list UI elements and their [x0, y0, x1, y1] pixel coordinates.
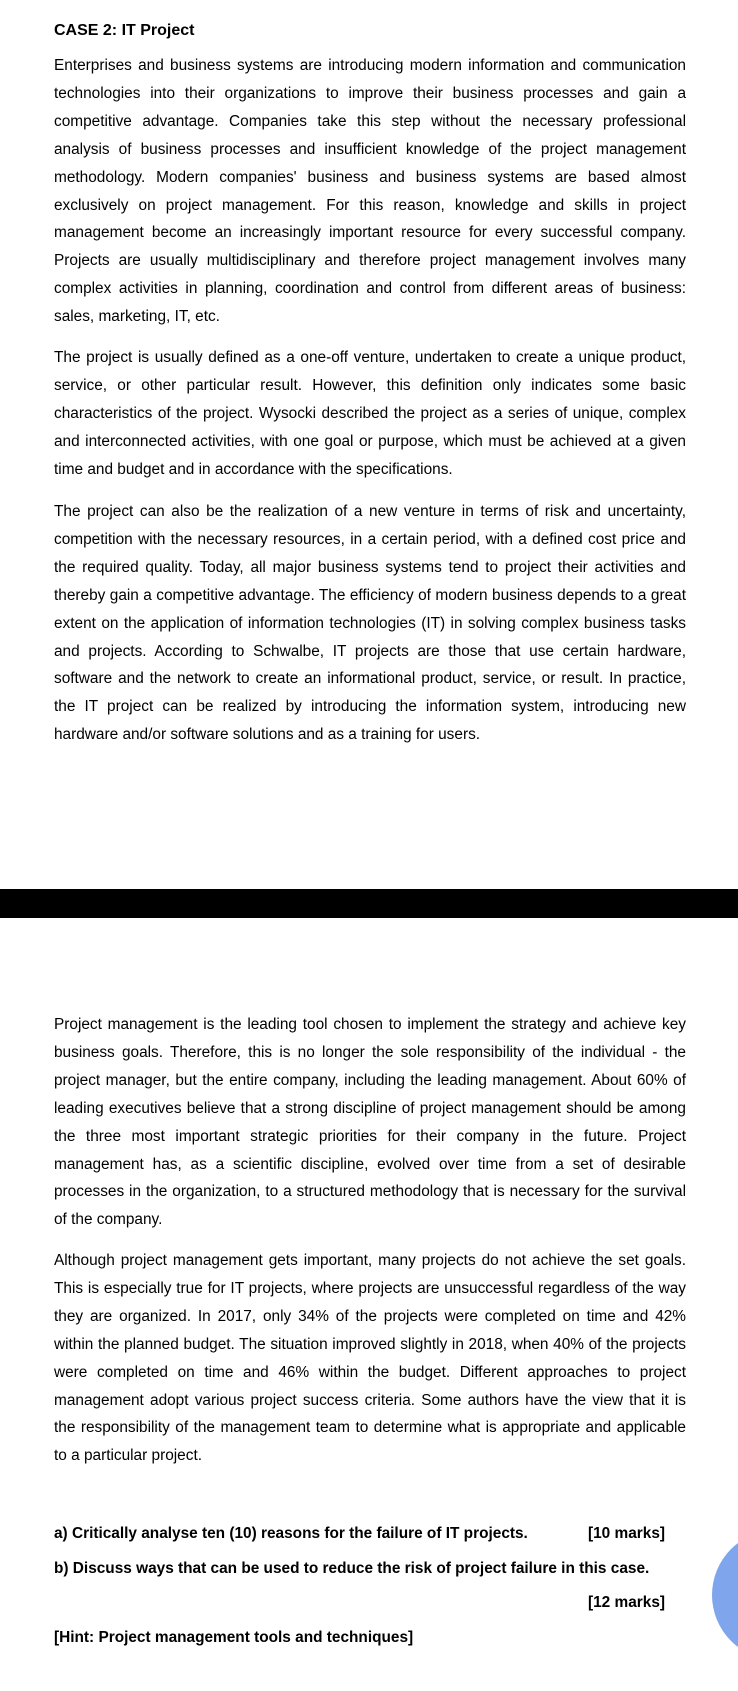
redaction-bar: [0, 889, 738, 918]
paragraph-5: Although project management gets important, many projects do not achieve the set goals. This is especially true for IT projects, where projects are unsuccessful regardless of the way they are organized. In 2017, only 34% of the projects were completed on time and 42% within the planned budget. The situation improved slightly in 2018, when 40% of the projects were completed on time and 46% within the budget. Different approaches to project management adopt various project success criteria. Some authors have the view that it is the responsibility of the management team to determine what is appropriate and applicable to a particular project.: [54, 1252, 686, 1465]
question-b: b) Discuss ways that can be used to reduce the risk of project failure in this case.: [54, 1560, 650, 1577]
question-a-marks: [10 marks]: [588, 1525, 665, 1542]
hint-text: [Hint: Project management tools and techniques]: [54, 1629, 414, 1646]
paragraph-1: Enterprises and business systems are introducing modern information and communication technologies into their organizations to improve their business processes and gain a competitive advantage. Companies take this step without the necessary professional analysis of business processes and insufficient knowledge of the project management methodology. Modern companies' business and business systems are based almost exclusively on project management. For this reason, knowledge and skills in project management become an increasingly important resource for every successful company. Projects are usually multidisciplinary and therefore project management involves many complex activities in planning, coordination and control from different areas of business: sales, marketing, IT, etc.: [54, 57, 686, 326]
floating-assistive-button[interactable]: [712, 1530, 738, 1660]
question-a: a) Critically analyse ten (10) reasons for the failure of IT projects.: [54, 1525, 528, 1542]
question-b-marks: [12 marks]: [588, 1594, 665, 1611]
paragraph-3: The project can also be the realization of a new venture in terms of risk and uncertainty, competition with the necessary resources, in a certain period, with a defined cost price and the required quality. Today, all major business systems tend to project their activities and thereby gain a competitive advantage. The efficiency of modern business depends to a great extent on the application of information technologies (IT) in solving complex business tasks and projects. According to Schwalbe, IT projects are those that use certain hardware, software and the network to create an informational product, service, or result. In practice, the IT project can be realized by introducing the information system, introducing new hardware and/or software solutions and as a training for users.: [54, 503, 686, 744]
paragraph-4: Project management is the leading tool chosen to implement the strategy and achieve key business goals. Therefore, this is no longer the sole responsibility of the individual - the project manager, but the entire company, including the leading management. About 60% of leading executives believe that a strong discipline of project management should be among the three most important strategic priorities for their company in the future. Project management has, as a scientific discipline, evolved over time from a set of desirable processes in the organization, to a structured methodology that is necessary for the survival of the company.: [54, 1016, 686, 1229]
case-title: CASE 2: IT Project: [54, 22, 195, 39]
paragraph-2: The project is usually defined as a one-off venture, undertaken to create a unique product, service, or other particular result. However, this definition only indicates some basic characteristics of the project. Wysocki described the project as a series of unique, complex and interconnected activities, with one goal or purpose, which must be achieved at a given time and budget and in accordance with the specifications.: [54, 349, 686, 478]
